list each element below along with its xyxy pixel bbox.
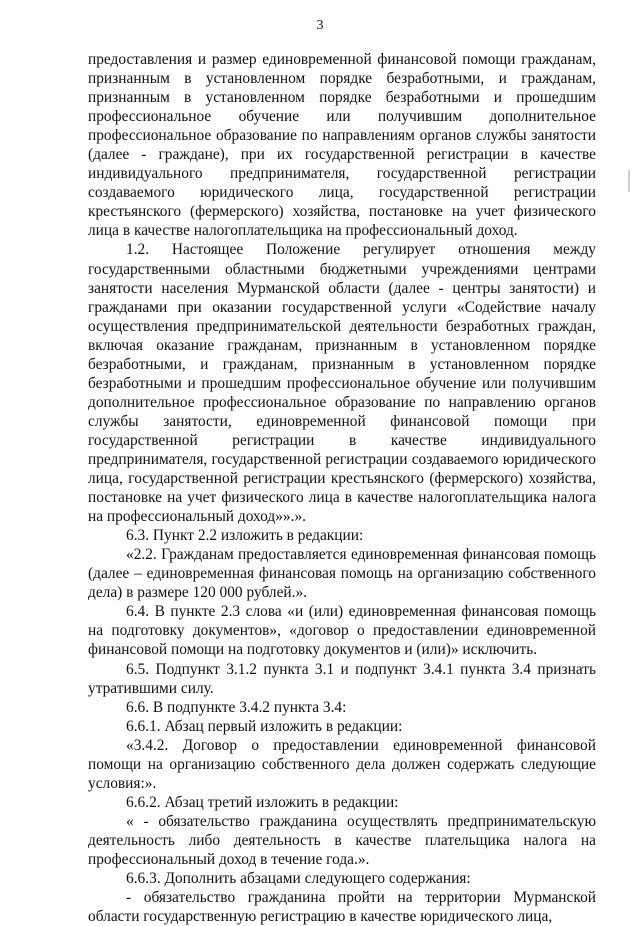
scan-margin-mark bbox=[628, 170, 630, 192]
paragraph-6-6: 6.6. В подпункте 3.4.2 пункта 3.4: bbox=[126, 698, 347, 716]
paragraph-continuation: предоставления и размер единовременной финансовой помощи гражданам, признанным в установленном порядке безработными, и гражданам, признанным в установленном порядке безработными и прошедшим профессиональное обучение или получившим дополнительное профессиональное образование по направлениям органов службы занятости (далее - граждане), при их государственной регистрации в качестве индивидуального предпринимателя, государственной регистрации создаваемого юридического лица, государственной регистрации крестьянского (фермерского) хозяйства, постановке на учет физического лица в качестве налогоплательщика на профессиональный доход. bbox=[88, 51, 596, 240]
paragraph-obligation-registration: - обязательство гражданина пройти на территории Мурманской области государственную регистрацию в качестве юридического лица, bbox=[88, 889, 596, 926]
paragraph-2-2: «2.2. Гражданам предоставляется единовременная финансовая помощь (далее – единовременная финансовая помощь на организацию собственного дела) в размере 120 000 рублей.». bbox=[88, 546, 596, 602]
paragraph-6-5: 6.5. Подпункт 3.1.2 пункта 3.1 и подпункт 3.4.1 пункта 3.4 признать утратившими силу. bbox=[88, 660, 596, 697]
page-number: 3 bbox=[316, 18, 324, 33]
paragraph-3-4-2: «3.4.2. Договор о предоставлении единовременной финансовой помощи на организацию собственного дела должен содержать следующие условия:». bbox=[88, 736, 596, 792]
paragraph-6-6-2: 6.6.2. Абзац третий изложить в редакции: bbox=[126, 793, 399, 811]
paragraph-1-2: 1.2. Настоящее Положение регулирует отношения между государственными областными бюджетными учреждениями центрами занятости населения Мурманской области (далее - центры занятости) и гражданами при оказании государственной услуги «Содействие началу осуществления предпринимательской деятельности безработных граждан, включая оказание гражданам, признанным в установленном порядке безработными, и гражданам, признанным в установленном порядке безработными и прошедшим профессиональное обучение или получившим дополнительное профессиональное образование по направлению органов службы занятости, единовременной финансовой помощи при государственной регистрации в качестве индивидуального предпринимателя, государственной регистрации создаваемого юридического лица, государственной регистрации крестьянского (фермерского) хозяйства, постановке на учет физического лица в качестве налогоплательщика налога на профессиональный доход»».». bbox=[88, 241, 596, 526]
document-body bbox=[88, 50, 596, 926]
paragraph-6-4: 6.4. В пункте 2.3 слова «и (или) единовременная финансовая помощь на подготовку документов», «договор о предоставлении единовременной финансовой помощи на подготовку документов и (или)» исключить. bbox=[88, 603, 596, 659]
paragraph-6-3: 6.3. Пункт 2.2 изложить в редакции: bbox=[126, 527, 364, 545]
paragraph-6-6-3: 6.6.3. Дополнить абзацами следующего содержания: bbox=[126, 870, 471, 888]
paragraph-6-6-1: 6.6.1. Абзац первый изложить в редакции: bbox=[126, 717, 403, 735]
paragraph-obligation-activity: « - обязательство гражданина осуществлять предпринимательскую деятельность либо деятельность в качестве плательщика налога на профессиональный доход в течение года.». bbox=[88, 812, 596, 868]
